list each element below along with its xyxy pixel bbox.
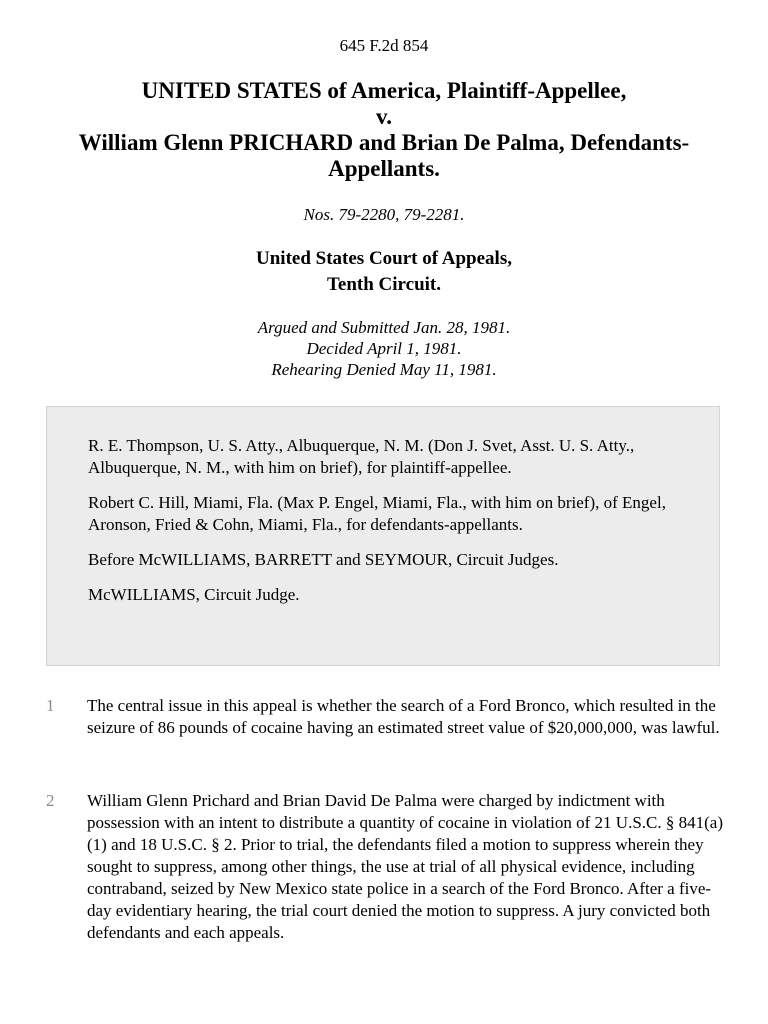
case-caption — [0, 78, 768, 182]
opinion-paragraph — [0, 790, 768, 944]
caption-defendants-continued: Appellants. — [328, 156, 440, 181]
court-name-line1: United States Court of Appeals, — [256, 248, 512, 269]
case-dates — [0, 317, 768, 380]
case-citation: 645 F.2d 854 — [339, 36, 429, 55]
appellee-counsel: R. E. Thompson, U. S. Atty., Albuquerque, N. M. (Don J. Svet, Asst. U. S. Atty., Albuquerque, N. M., with him on brief), for plaintiff-appellee. — [88, 436, 635, 477]
argued-date: Argued and Submitted Jan. 28, 1981. — [257, 318, 511, 337]
opinion-author: McWILLIAMS, Circuit Judge. — [88, 585, 300, 604]
paragraph-number[interactable]: 1 — [46, 696, 55, 715]
caption-versus: v. — [376, 104, 392, 129]
caption-defendants: William Glenn PRICHARD and Brian De Palma, Defendants- — [78, 130, 690, 155]
paragraph-text: The central issue in this appeal is whether the search of a Ford Bronco, which resulted in the seizure of 86 pounds of cocaine having an estimated street value of $20,000,000, was lawful. — [87, 696, 720, 737]
opinion-paragraph — [0, 695, 768, 739]
panel-judges: Before McWILLIAMS, BARRETT and SEYMOUR, Circuit Judges. — [88, 550, 559, 569]
paragraph-number[interactable]: 2 — [46, 791, 55, 810]
court-name — [0, 246, 768, 298]
docket-numbers: Nos. 79-2280, 79-2281. — [303, 205, 465, 224]
rehearing-date: Rehearing Denied May 11, 1981. — [271, 360, 497, 379]
caption-plaintiff: UNITED STATES of America, Plaintiff-Appellee, — [141, 78, 627, 103]
court-name-line2: Tenth Circuit. — [326, 274, 442, 295]
counsel-section — [46, 406, 720, 666]
appellants-counsel: Robert C. Hill, Miami, Fla. (Max P. Engel, Miami, Fla., with him on brief), of Engel, Aronson, Fried & Cohn, Miami, Fla., for defendants-appellants. — [88, 493, 666, 534]
paragraph-text: William Glenn Prichard and Brian David De Palma were charged by indictment with possession with an intent to distribute a quantity of cocaine in violation of 21 U.S.C. § 841(a)(1) and 18 U.S.C. § 2. Prior to trial, the defendants filed a motion to suppress wherein they sought to suppress, among other things, the use at trial of all physical evidence, including contraband, seized by New Mexico state police in a search of the Ford Bronco. After a five-day evidentiary hearing, the trial court denied the motion to suppress. A jury convicted both defendants and each appeals. — [87, 791, 723, 942]
decided-date: Decided April 1, 1981. — [306, 339, 462, 358]
